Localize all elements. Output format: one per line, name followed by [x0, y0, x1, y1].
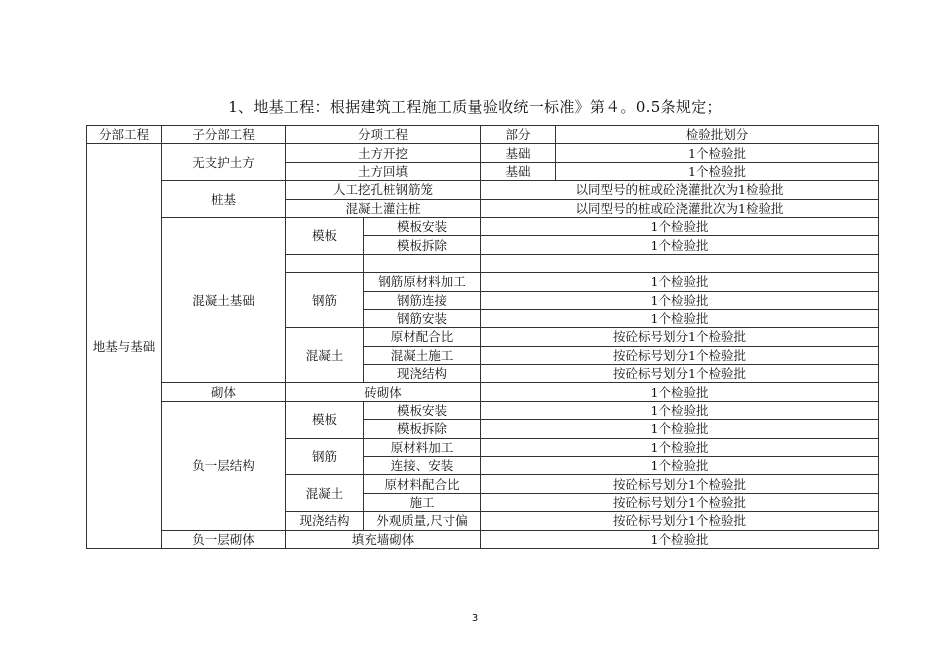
batch-cell: 1个检验批 [481, 236, 879, 254]
item-cell: 模板拆除 [364, 420, 481, 438]
empty-cell [286, 254, 364, 272]
item-cell: 混凝土施工 [364, 346, 481, 364]
subdivision-cell: 无支护土方 [162, 144, 286, 181]
subdivision-cell: 负一层砌体 [162, 530, 286, 548]
batch-cell: 1个检验批 [556, 162, 879, 180]
item-cell: 钢筋连接 [364, 291, 481, 309]
table-row [87, 217, 879, 235]
subdivision-cell: 负一层结构 [162, 401, 286, 530]
item-cell: 模板安装 [364, 401, 481, 419]
item-cell: 人工挖孔桩钢筋笼 [286, 181, 481, 199]
batch-cell: 1个检验批 [481, 273, 879, 291]
batch-cell: 按砼标号划分1个检验批 [481, 365, 879, 383]
part-cell: 基础 [481, 162, 556, 180]
empty-cell [481, 254, 879, 272]
header-division: 分部工程 [87, 126, 162, 144]
batch-cell: 按砼标号划分1个检验批 [481, 493, 879, 511]
batch-cell: 按砼标号划分1个检验批 [481, 346, 879, 364]
batch-cell: 按砼标号划分1个检验批 [481, 512, 879, 530]
item-cell: 外观质量,尺寸偏 [364, 512, 481, 530]
subdivision-cell: 混凝土基础 [162, 217, 286, 383]
batch-cell: 按砼标号划分1个检验批 [481, 475, 879, 493]
item-cell: 土方回填 [286, 162, 481, 180]
batch-cell: 1个检验批 [556, 144, 879, 162]
group-cell: 钢筋 [286, 438, 364, 475]
item-cell: 原材料配合比 [364, 475, 481, 493]
item-cell: 混凝土灌注桩 [286, 199, 481, 217]
batch-cell: 1个检验批 [481, 309, 879, 327]
item-cell: 施工 [364, 493, 481, 511]
page-number: 3 [471, 613, 479, 624]
header-part: 部分 [481, 126, 556, 144]
item-cell: 填充墙砌体 [286, 530, 481, 548]
batch-cell: 以同型号的桩或砼浇灌批次为1检验批 [481, 181, 879, 199]
item-cell: 现浇结构 [364, 365, 481, 383]
table-row [87, 144, 879, 162]
document-title: 1、地基工程：根据建筑工程施工质量验收统一标准》第４。0.5条规定； [228, 98, 722, 116]
header-batch: 检验批划分 [556, 126, 879, 144]
batch-cell: 1个检验批 [481, 291, 879, 309]
header-subdivision: 子分部工程 [162, 126, 286, 144]
group-cell: 混凝土 [286, 328, 364, 383]
group-cell: 现浇结构 [286, 512, 364, 530]
subdivision-cell: 桩基 [162, 181, 286, 218]
item-cell: 原材配合比 [364, 328, 481, 346]
batch-cell: 1个检验批 [481, 457, 879, 475]
batch-cell: 1个检验批 [481, 217, 879, 235]
part-cell: 基础 [481, 144, 556, 162]
item-cell: 钢筋安装 [364, 309, 481, 327]
subdivision-cell: 砌体 [162, 383, 286, 401]
table-row [87, 181, 879, 199]
batch-cell: 1个检验批 [481, 401, 879, 419]
batch-cell: 1个检验批 [481, 420, 879, 438]
inspection-batch-table [86, 125, 879, 549]
batch-cell: 按砼标号划分1个检验批 [481, 328, 879, 346]
table-row [87, 383, 879, 401]
batch-cell: 1个检验批 [481, 383, 879, 401]
item-cell: 钢筋原材料加工 [364, 273, 481, 291]
batch-cell: 1个检验批 [481, 438, 879, 456]
division-cell: 地基与基础 [87, 144, 162, 549]
table-row [87, 401, 879, 419]
group-cell: 钢筋 [286, 273, 364, 328]
item-cell: 砖砌体 [286, 383, 481, 401]
group-cell: 混凝土 [286, 475, 364, 512]
batch-cell: 1个检验批 [481, 530, 879, 548]
item-cell: 模板拆除 [364, 236, 481, 254]
group-cell: 模板 [286, 401, 364, 438]
item-cell: 连接、安装 [364, 457, 481, 475]
table-row [87, 530, 879, 548]
batch-cell: 以同型号的桩或砼浇灌批次为1检验批 [481, 199, 879, 217]
header-item: 分项工程 [286, 126, 481, 144]
group-cell: 模板 [286, 217, 364, 254]
empty-cell [364, 254, 481, 272]
item-cell: 土方开挖 [286, 144, 481, 162]
item-cell: 原材料加工 [364, 438, 481, 456]
table-header-row [87, 126, 879, 144]
item-cell: 模板安装 [364, 217, 481, 235]
